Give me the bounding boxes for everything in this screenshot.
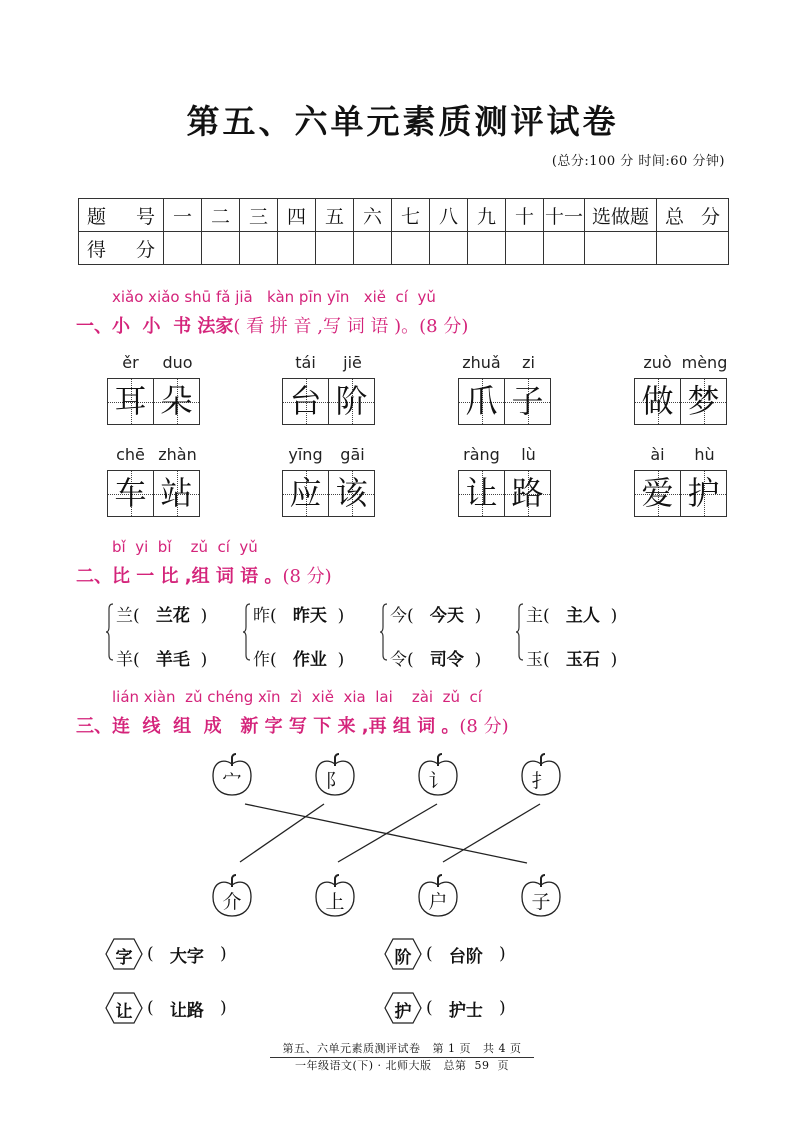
tian-grid-cell[interactable]: 梦: [680, 379, 726, 424]
column-header: 三: [240, 199, 278, 232]
tian-grid-cell[interactable]: 护: [680, 471, 726, 516]
apple-component[interactable]: [519, 873, 563, 919]
pinyin-syllable: ràng: [463, 445, 500, 464]
tian-grid-cell[interactable]: 做: [635, 379, 680, 424]
result-item: [384, 938, 506, 970]
column-header: 四: [278, 199, 316, 232]
tian-grid-cell[interactable]: 台: [283, 379, 328, 424]
pinyin-syllable: hù: [694, 445, 715, 464]
result-item: [105, 938, 227, 970]
pair-bottom: 作( 作业 ): [253, 650, 345, 670]
tian-grid-cell[interactable]: 车: [108, 471, 153, 516]
pair-top: 昨( 昨天 ): [253, 606, 345, 626]
answer-field[interactable]: 司令: [429, 650, 464, 670]
apple-char: 上: [325, 891, 345, 913]
section2-heading-suffix: (8 分): [282, 566, 332, 587]
paren-close: ): [482, 944, 506, 964]
paren-open: (: [147, 998, 170, 1018]
answer-field[interactable]: 作业: [292, 650, 327, 670]
apple-component[interactable]: [416, 873, 460, 919]
apple-char: 子: [531, 891, 551, 913]
pinyin-syllable: yīng: [288, 445, 323, 464]
tian-grid-cell[interactable]: 爪: [459, 379, 504, 424]
apple-char: 扌: [531, 770, 551, 792]
section1-heading-suffix: ( 看 拼 音 ,写 词 语 )。(8 分): [233, 316, 469, 337]
apple-radical[interactable]: [313, 752, 357, 798]
pinyin-syllable: tái: [295, 353, 316, 372]
paren-close: ): [203, 998, 227, 1018]
tian-grid-cell[interactable]: 子: [504, 379, 550, 424]
paren-close: ): [482, 998, 506, 1018]
pinyin-syllable: mèng: [681, 353, 728, 372]
apple-radical[interactable]: [210, 752, 254, 798]
hexagon-char: 护: [384, 992, 422, 1024]
pinyin-syllable: ài: [650, 445, 665, 464]
answer-field[interactable]: 护士: [448, 1000, 483, 1021]
exam-info: (总分:100 分 时间:60 分钟): [551, 154, 725, 169]
answer-field[interactable]: 玉石: [565, 650, 600, 670]
answer-field[interactable]: 让路: [169, 1000, 204, 1021]
hexagon-char: 字: [105, 938, 143, 970]
pinyin-syllable: jiē: [343, 353, 362, 372]
answer-field[interactable]: 羊毛: [155, 650, 190, 670]
section1-pinyin: xiǎo xiǎo shū fǎ jiā kàn pīn yīn xiě cí yǔ: [112, 288, 436, 306]
answer-field[interactable]: 主人: [565, 606, 600, 626]
answer-field[interactable]: 兰花: [155, 606, 190, 626]
section2-heading-main: 二、比 一 比 ,组 词 语 。: [76, 566, 283, 587]
apple-char: 讠: [428, 770, 448, 792]
paren-open: (: [147, 944, 170, 964]
apple-radical[interactable]: [519, 752, 563, 798]
footer-book-info: 一年级语文(下) · 北师大版 总第 59 页: [294, 1059, 510, 1072]
row-label-question: 题 号: [79, 199, 164, 232]
pinyin-syllable: zhuǎ: [462, 353, 501, 372]
column-header: 选做题: [585, 199, 657, 232]
column-header: 十: [506, 199, 544, 232]
pinyin-syllable: zhàn: [158, 445, 197, 464]
apple-char: 阝: [325, 770, 345, 792]
apple-component[interactable]: [210, 873, 254, 919]
pinyin-syllable: zuò: [643, 353, 672, 372]
pair-top: 兰( 兰花 ): [116, 606, 208, 626]
page-title: 第五、六单元素质测评试卷: [186, 102, 619, 141]
row-label-score: 得 分: [79, 232, 164, 265]
result-item: [384, 992, 506, 1024]
tian-grid-cell[interactable]: 阶: [328, 379, 374, 424]
tian-grid-cell[interactable]: 爱: [635, 471, 680, 516]
column-header: 八: [430, 199, 468, 232]
result-item: [105, 992, 227, 1024]
tian-grid-cell[interactable]: 路: [504, 471, 550, 516]
tian-grid-cell[interactable]: 让: [459, 471, 504, 516]
answer-field[interactable]: 大字: [169, 946, 204, 967]
pair-bottom: 玉( 玉石 ): [526, 650, 618, 670]
apple-char: 宀: [222, 770, 242, 792]
hexagon-char: 阶: [384, 938, 422, 970]
column-header: 十一: [544, 199, 585, 232]
pair-top: 今( 今天 ): [390, 606, 482, 626]
column-header: 七: [392, 199, 430, 232]
column-header: 九: [468, 199, 506, 232]
hexagon-char: 让: [105, 992, 143, 1024]
column-header: 一: [164, 199, 202, 232]
pair-top: 主( 主人 ): [526, 606, 618, 626]
section3-heading-main: 三、连 线 组 成 新 字 写 下 来 ,再 组 词 。: [76, 716, 460, 737]
pinyin-syllable: gāi: [340, 445, 365, 464]
section3-heading-suffix: (8 分): [459, 716, 509, 737]
pinyin-syllable: lù: [521, 445, 536, 464]
tian-grid-cell[interactable]: 该: [328, 471, 374, 516]
section3-pinyin: lián xiàn zǔ chéng xīn zì xiě xia lai zài zǔ cí: [112, 688, 482, 706]
paren-open: (: [426, 944, 449, 964]
pinyin-syllable: duo: [162, 353, 193, 372]
column-header-total: 总 分: [657, 199, 729, 232]
apple-component[interactable]: [313, 873, 357, 919]
tian-grid-cell[interactable]: 耳: [108, 379, 153, 424]
answer-field[interactable]: 台阶: [448, 946, 483, 967]
apple-char: 介: [222, 891, 242, 913]
paren-close: ): [203, 944, 227, 964]
pinyin-syllable: ěr: [122, 353, 139, 372]
column-header: 六: [354, 199, 392, 232]
section2-pinyin: bǐ yi bǐ zǔ cí yǔ: [112, 538, 258, 556]
column-header: 二: [202, 199, 240, 232]
pinyin-syllable: chē: [116, 445, 145, 464]
answer-field[interactable]: 今天: [429, 606, 464, 626]
tian-grid-cell[interactable]: 朵: [153, 379, 199, 424]
tian-grid-cell[interactable]: 应: [283, 471, 328, 516]
pair-bottom: 羊( 羊毛 ): [116, 650, 208, 670]
paren-open: (: [426, 998, 449, 1018]
answer-field[interactable]: 昨天: [292, 606, 327, 626]
column-header: 五: [316, 199, 354, 232]
section1-heading-main: 一、小 小 书 法家: [76, 316, 234, 337]
footer-page-info: 第五、六单元素质测评试卷 第 1 页 共 4 页: [270, 1040, 534, 1058]
apple-radical[interactable]: [416, 752, 460, 798]
tian-grid-cell[interactable]: 站: [153, 471, 199, 516]
pair-bottom: 令( 司令 ): [390, 650, 482, 670]
pinyin-syllable: zi: [522, 353, 535, 372]
apple-char: 户: [428, 891, 448, 913]
